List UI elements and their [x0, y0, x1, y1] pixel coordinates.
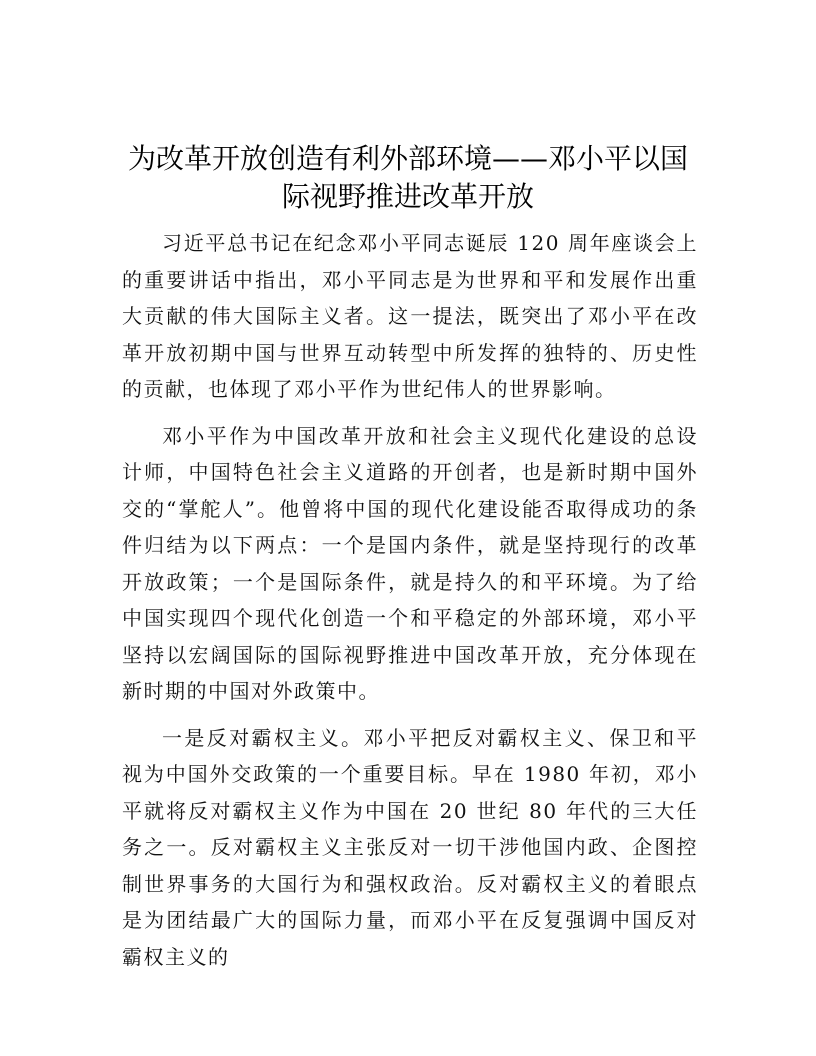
- paragraph-spacer: [122, 710, 698, 720]
- paragraph-1: 习近平总书记在纪念邓小平同志诞辰 120 周年座谈会上的重要讲话中指出，邓小平同志是为世界和平和发展作出重大贡献的伟大国际主义者。这一提法，既突出了邓小平在改革开放初期中国与世界互动转型中所发挥的独特的、历史性的贡献，也体现了邓小平作为世纪伟人的世界影响。: [122, 231, 698, 401]
- paragraph-3: 一是反对霸权主义。邓小平把反对霸权主义、保卫和平视为中国外交政策的一个重要目标。早在 1980 年初，邓小平就将反对霸权主义作为中国在 20 世纪 80 年代的三大任务之一。反对霸权主义主张反对一切干涉他国内政、企图控制世界事务的大国行为和强权政治。反对霸权主义的着眼点是为团结最广大的国际力量，而邓小平在反复强调中国反对霸权主义的: [122, 725, 698, 969]
- paragraph-spacer: [122, 408, 698, 418]
- paragraph-2: 邓小平作为中国改革开放和社会主义现代化建设的总设计师，中国特色社会主义道路的开创者，也是新时期中国外交的“掌舵人”。他曾将中国的现代化建设能否取得成功的条件归结为以下两点：一个是国内条件，就是坚持现行的改革开放政策；一个是国际条件，就是持久的和平环境。为了给中国实现四个现代化创造一个和平稳定的外部环境，邓小平坚持以宏阔国际的国际视野推进中国改革开放，充分体现在新时期的中国对外政策中。: [122, 423, 698, 703]
- document-title: [100, 140, 716, 216]
- title-line-2: 际视野推进改革开放: [281, 180, 534, 213]
- title-line-1: 为改革开放创造有利外部环境——邓小平以国: [127, 142, 688, 175]
- document-body: [122, 225, 698, 975]
